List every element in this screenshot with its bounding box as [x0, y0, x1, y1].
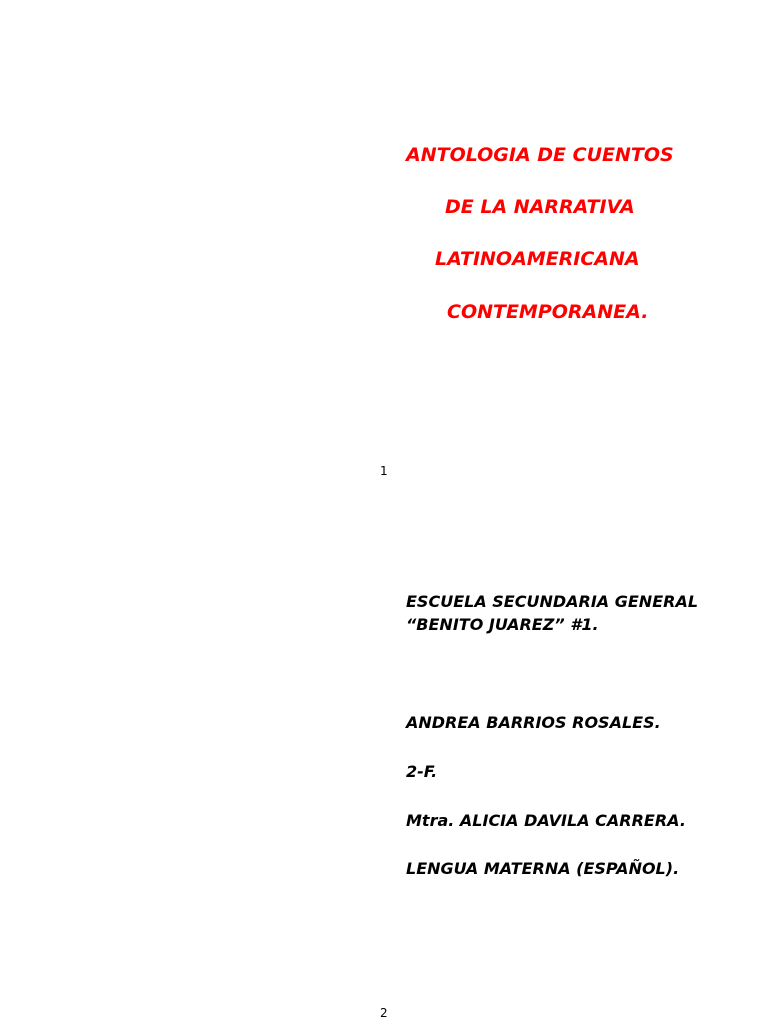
page-number-1: 1	[380, 464, 388, 478]
subject-name: LENGUA MATERNA (ESPAÑOL).	[406, 859, 680, 878]
title-line-2: DE LA NARRATIVA	[445, 196, 635, 218]
title-line-4: CONTEMPORANEA.	[447, 301, 649, 323]
student-name: ANDREA BARRIOS ROSALES.	[406, 713, 661, 732]
school-name-line-1: ESCUELA SECUNDARIA GENERAL	[406, 592, 699, 611]
teacher-name: Mtra. ALICIA DAVILA CARRERA.	[406, 811, 686, 830]
title-line-1: ANTOLOGIA DE CUENTOS	[406, 144, 674, 166]
title-line-3: LATINOAMERICANA	[435, 248, 640, 270]
school-name-line-2: “BENITO JUAREZ” #1.	[406, 615, 599, 634]
group-label: 2-F.	[406, 762, 438, 781]
page-number-2: 2	[380, 1006, 388, 1020]
